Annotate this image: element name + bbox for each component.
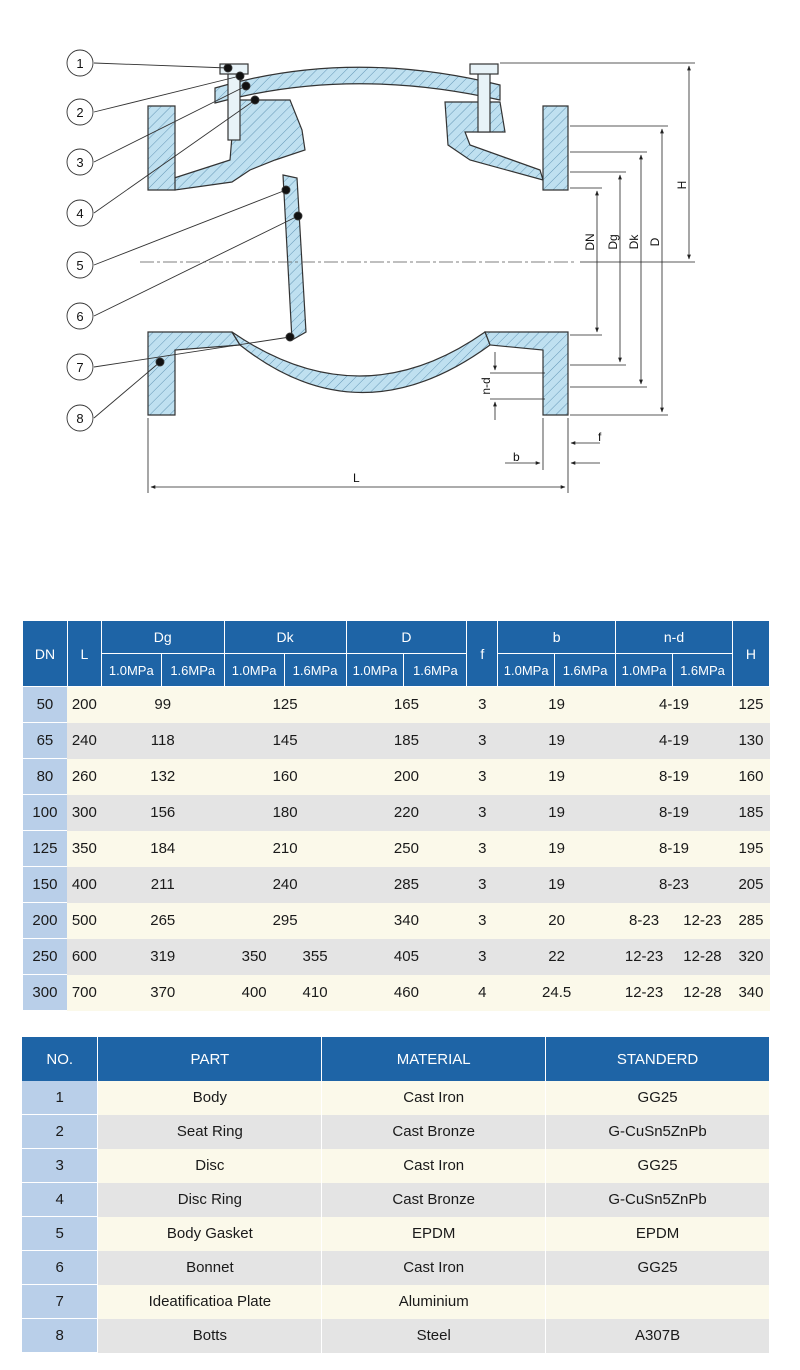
cell-f: 3 [467, 867, 498, 903]
cell-standard: GG25 [546, 1149, 770, 1183]
cell-h: 125 [732, 687, 769, 723]
cell-b: 22 [498, 939, 616, 975]
cell-l: 500 [67, 903, 101, 939]
col-header-dk: Dk [224, 621, 346, 654]
body-bottom-bowl [232, 332, 490, 393]
cell-part: Ideatificatioa Plate [98, 1285, 322, 1319]
cell-dk-2: 355 [284, 939, 346, 975]
table-row [23, 759, 770, 795]
cell-nd: 8-19 [616, 831, 733, 867]
cell-standard: A307B [546, 1319, 770, 1353]
cell-no: 2 [22, 1115, 98, 1149]
cell-nd-1: 12-23 [616, 975, 673, 1011]
cell-b: 19 [498, 687, 616, 723]
table-row [23, 831, 770, 867]
sub-header-pressure: 1.0MPa [224, 654, 284, 687]
col-header-nd: n-d [616, 621, 733, 654]
cell-h: 320 [732, 939, 769, 975]
cell-dn: 125 [23, 831, 68, 867]
cell-b: 24.5 [498, 975, 616, 1011]
cell-no: 4 [22, 1183, 98, 1217]
parts-table [22, 1037, 770, 1353]
cell-l: 350 [67, 831, 101, 867]
cell-standard: G-CuSn5ZnPb [546, 1183, 770, 1217]
cell-d: 220 [346, 795, 467, 831]
sub-header-pressure: 1.6MPa [161, 654, 224, 687]
bolt-right [478, 68, 490, 132]
nut-right [470, 64, 498, 74]
cell-material: Cast Iron [322, 1149, 546, 1183]
cell-nd: 8-19 [616, 759, 733, 795]
col-header-no: NO. [22, 1037, 98, 1081]
col-header-f: f [467, 621, 498, 687]
table-row [22, 1149, 770, 1183]
cell-h: 185 [732, 795, 769, 831]
cell-d: 250 [346, 831, 467, 867]
callout-4 [67, 186, 290, 278]
svg-text:8: 8 [76, 411, 84, 426]
table-row [22, 1183, 770, 1217]
cell-f: 3 [467, 687, 498, 723]
dim-label-f: f [598, 430, 602, 444]
cell-l: 260 [67, 759, 101, 795]
cell-h: 205 [732, 867, 769, 903]
table-row [22, 1081, 770, 1115]
cell-material: Cast Iron [322, 1081, 546, 1115]
left-flange-bottom [148, 332, 240, 415]
cell-no: 5 [22, 1217, 98, 1251]
cell-nd-2: 12-28 [673, 975, 733, 1011]
table-row [23, 975, 770, 1011]
cell-material: EPDM [322, 1217, 546, 1251]
cell-dk-2: 410 [284, 975, 346, 1011]
cell-no: 1 [22, 1081, 98, 1115]
table-row [22, 1251, 770, 1285]
cell-l: 400 [67, 867, 101, 903]
cell-f: 3 [467, 831, 498, 867]
svg-text:2: 2 [76, 105, 84, 120]
cell-dn: 150 [23, 867, 68, 903]
cell-d: 405 [346, 939, 467, 975]
dim-label-h: H [675, 180, 689, 190]
cell-h: 285 [732, 903, 769, 939]
cell-material: Cast Bronze [322, 1183, 546, 1217]
dim-label-dn: DN [583, 233, 597, 251]
cell-material: Steel [322, 1319, 546, 1353]
cell-f: 3 [467, 723, 498, 759]
cell-material: Cast Bronze [322, 1115, 546, 1149]
body-right-neck [445, 102, 543, 180]
sub-header-pressure: 1.0MPa [346, 654, 404, 687]
sub-header-pressure: 1.6MPa [673, 654, 733, 687]
svg-text:7: 7 [76, 360, 84, 375]
cell-f: 3 [467, 939, 498, 975]
cell-dk: 125 [224, 687, 346, 723]
cell-d: 340 [346, 903, 467, 939]
cell-part: Botts [98, 1319, 322, 1353]
dimensions-table [22, 620, 770, 1011]
table-row [23, 687, 770, 723]
cell-dk: 295 [224, 903, 346, 939]
svg-text:5: 5 [76, 258, 84, 273]
table-row [22, 1319, 770, 1353]
svg-text:1: 1 [76, 56, 84, 71]
cell-l: 300 [67, 795, 101, 831]
cell-dn: 250 [23, 939, 68, 975]
cell-part: Disc [98, 1149, 322, 1183]
cell-nd-1: 12-23 [616, 939, 673, 975]
cell-material: Cast Iron [322, 1251, 546, 1285]
cell-part: Bonnet [98, 1251, 322, 1285]
valve-cross-section-drawing [0, 0, 800, 530]
cell-f: 3 [467, 795, 498, 831]
table-row [22, 1115, 770, 1149]
cell-dg: 118 [101, 723, 224, 759]
cell-nd-2: 12-23 [673, 903, 733, 939]
svg-text:6: 6 [76, 309, 84, 324]
cell-standard: GG25 [546, 1251, 770, 1285]
col-header-b: b [498, 621, 616, 654]
col-header-part: PART [98, 1037, 322, 1081]
cell-dg: 265 [101, 903, 224, 939]
cell-f: 3 [467, 903, 498, 939]
cell-part: Body Gasket [98, 1217, 322, 1251]
cell-no: 7 [22, 1285, 98, 1319]
cell-dk: 240 [224, 867, 346, 903]
table-row [22, 1285, 770, 1319]
svg-text:3: 3 [76, 155, 84, 170]
cell-dk: 160 [224, 759, 346, 795]
cell-nd-1: 8-23 [616, 903, 673, 939]
cell-d: 165 [346, 687, 467, 723]
cell-dg: 211 [101, 867, 224, 903]
cell-dk-1: 400 [224, 975, 284, 1011]
disc [283, 175, 306, 340]
cell-b: 19 [498, 831, 616, 867]
dim-label-l: L [353, 471, 360, 485]
cell-d: 285 [346, 867, 467, 903]
cell-part: Seat Ring [98, 1115, 322, 1149]
dim-label-dg: Dg [606, 234, 620, 250]
cell-dn: 200 [23, 903, 68, 939]
cell-dk: 145 [224, 723, 346, 759]
cell-h: 340 [732, 975, 769, 1011]
cell-b: 20 [498, 903, 616, 939]
sub-header-pressure: 1.6MPa [555, 654, 616, 687]
left-flange [148, 106, 175, 190]
col-header-d: D [346, 621, 467, 654]
sub-header-pressure: 1.6MPa [404, 654, 467, 687]
cell-no: 3 [22, 1149, 98, 1183]
cell-dn: 50 [23, 687, 68, 723]
cell-h: 195 [732, 831, 769, 867]
table-row [23, 903, 770, 939]
callout-8 [67, 50, 232, 76]
cell-nd: 4-19 [616, 687, 733, 723]
cell-l: 600 [67, 939, 101, 975]
cell-dk: 180 [224, 795, 346, 831]
dim-label-dk: Dk [627, 234, 641, 250]
cell-d: 460 [346, 975, 467, 1011]
cell-dg: 132 [101, 759, 224, 795]
valve-body [148, 64, 568, 415]
cell-l: 240 [67, 723, 101, 759]
cell-standard: GG25 [546, 1081, 770, 1115]
cell-h: 130 [732, 723, 769, 759]
cell-dn: 100 [23, 795, 68, 831]
cell-nd: 8-23 [616, 867, 733, 903]
cell-dg: 99 [101, 687, 224, 723]
cell-no: 8 [22, 1319, 98, 1353]
cell-standard: EPDM [546, 1217, 770, 1251]
col-header-dn: DN [23, 621, 68, 687]
right-flange-bottom [485, 332, 568, 415]
sub-header-pressure: 1.6MPa [284, 654, 346, 687]
cell-part: Body [98, 1081, 322, 1115]
sub-header-pressure: 1.0MPa [498, 654, 555, 687]
cell-dk: 210 [224, 831, 346, 867]
table-row [23, 795, 770, 831]
cell-dg: 319 [101, 939, 224, 975]
dim-label-b: b [513, 450, 520, 464]
cell-standard: G-CuSn5ZnPb [546, 1115, 770, 1149]
svg-text:4: 4 [76, 206, 84, 221]
cell-dn: 300 [23, 975, 68, 1011]
cell-no: 6 [22, 1251, 98, 1285]
cell-d: 185 [346, 723, 467, 759]
col-header-standard: STANDERD [546, 1037, 770, 1081]
cell-b: 19 [498, 867, 616, 903]
cell-d: 200 [346, 759, 467, 795]
cell-dg: 370 [101, 975, 224, 1011]
cell-dk-1: 350 [224, 939, 284, 975]
table-row [23, 723, 770, 759]
col-header-dg: Dg [101, 621, 224, 654]
cell-b: 19 [498, 723, 616, 759]
cell-nd-2: 12-28 [673, 939, 733, 975]
table-row [23, 867, 770, 903]
cell-f: 3 [467, 759, 498, 795]
cell-part: Disc Ring [98, 1183, 322, 1217]
cell-l: 200 [67, 687, 101, 723]
dim-label-nd: n-d [479, 377, 493, 395]
col-header-h: H [732, 621, 769, 687]
table-row [23, 939, 770, 975]
table-row [22, 1217, 770, 1251]
cell-material: Aluminium [322, 1285, 546, 1319]
cell-l: 700 [67, 975, 101, 1011]
cell-b: 19 [498, 795, 616, 831]
dim-label-d: D [648, 237, 662, 247]
cell-standard [546, 1285, 770, 1319]
cell-dn: 80 [23, 759, 68, 795]
col-header-l: L [67, 621, 101, 687]
sub-header-pressure: 1.0MPa [101, 654, 161, 687]
cell-nd: 4-19 [616, 723, 733, 759]
cell-b: 19 [498, 759, 616, 795]
cell-dg: 184 [101, 831, 224, 867]
sub-header-pressure: 1.0MPa [616, 654, 673, 687]
cell-h: 160 [732, 759, 769, 795]
col-header-material: MATERIAL [322, 1037, 546, 1081]
right-flange [543, 106, 568, 190]
cell-dg: 156 [101, 795, 224, 831]
cell-f: 4 [467, 975, 498, 1011]
cell-nd: 8-19 [616, 795, 733, 831]
cell-dn: 65 [23, 723, 68, 759]
